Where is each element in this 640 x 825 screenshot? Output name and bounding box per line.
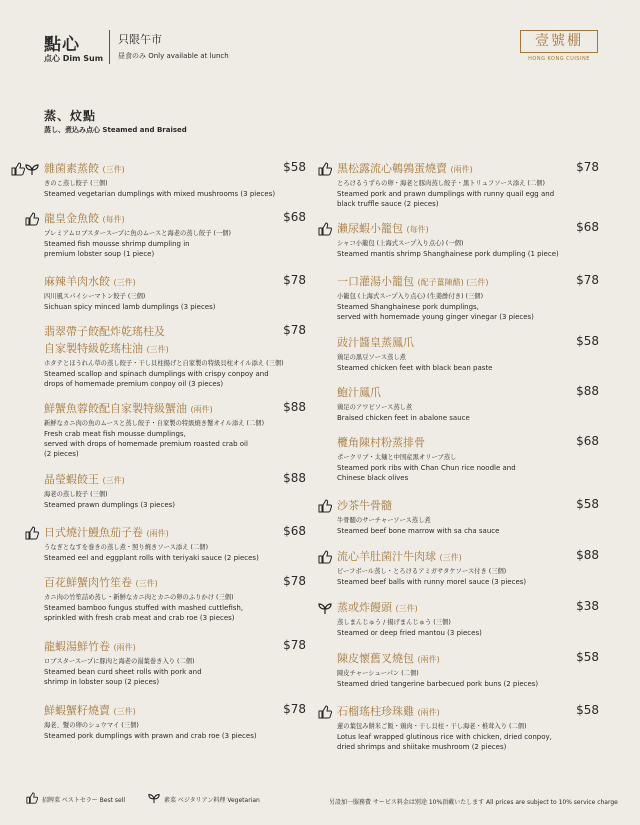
dish-english: Steamed eel and eggplant rolls with teriyaki sauce (2 pieces) <box>44 554 259 562</box>
thumbs-up-icon <box>26 792 38 804</box>
service-charge-note: 另設加一服務費 サービス料金は別途 10%頂戴いたします All prices are subject to 10% service charge <box>329 799 618 806</box>
dish-price: $88 <box>283 471 306 485</box>
dish-name: 瀨尿蝦小籠包 (每件) <box>337 222 429 235</box>
dish-japanese: シャコ小籠包 (上海式スープ入り点心) (一個) <box>337 240 464 247</box>
menu-item <box>337 273 599 322</box>
dish-price: $58 <box>576 703 599 717</box>
dish-name: 黑松露流心鵪鶉蛋燒賣 (兩件) <box>337 162 473 175</box>
dish-name: 雜菌素蒸餃 (三件) <box>44 162 125 175</box>
dish-english: dried shrimps and shiitake mushroom (2 pieces) <box>337 743 507 751</box>
availability-title: 只限午市 <box>118 33 162 46</box>
dish-japanese: ロブスタースープに豚肉と海老の湯葉巻き入り (二個) <box>44 658 195 665</box>
dish-quantity: (每件) <box>406 225 429 234</box>
thumbs-up-icon <box>25 525 39 539</box>
menu-item <box>44 574 306 623</box>
legend-best-sell-label: 招牌菜 ベストセラー Best sell <box>42 797 125 804</box>
dish-english: Steamed mantis shrimp Shanghainese pork dumpling (1 piece) <box>337 250 559 258</box>
dish-name: 鮑汁鳳爪 <box>337 386 381 399</box>
dish-japanese: 牛骨髄のサーチャーソース蒸し煮 <box>337 517 431 524</box>
menu-item <box>337 384 599 423</box>
dish-quantity: (兩件) <box>417 708 440 717</box>
dish-name: 欖角陳村粉蒸排骨 <box>337 436 425 449</box>
logo-subtext: HONG KONG CUISINE <box>528 56 590 62</box>
dish-quantity: (三件) <box>102 476 125 485</box>
dish-english: Steamed scallop and spinach dumplings with crispy conpoy and <box>44 370 269 378</box>
dish-price: $88 <box>283 400 306 414</box>
dish-japanese: ビーフボール蒸し・とろけるアミガサタケソース付き (三個) <box>337 568 507 575</box>
dish-english: Chinese black olives <box>337 474 409 482</box>
dish-english: black truffle sauce (2 pieces) <box>337 200 439 208</box>
thumbs-up-icon <box>318 549 332 563</box>
dish-english: Steamed bamboo fungus stuffed with mashed cuttlefish, <box>44 604 244 612</box>
menu-item <box>44 210 306 259</box>
dish-quantity: (三件) <box>395 604 418 613</box>
header-divider <box>109 30 110 64</box>
dish-price: $78 <box>283 702 306 716</box>
dish-quantity: (配子薑陳醋) (三件) <box>417 278 489 287</box>
dish-price: $68 <box>576 220 599 234</box>
dish-price: $68 <box>283 210 306 224</box>
dish-english: Fresh crab meat fish mousse dumplings, <box>44 430 186 438</box>
menu-item <box>337 650 599 689</box>
dish-english: premium lobster soup (1 piece) <box>44 250 155 258</box>
availability-subtitle: 昼食のみ Only available at lunch <box>118 52 229 60</box>
page-subtitle: 点心 Dim Sum <box>44 54 104 63</box>
menu-item <box>44 702 306 741</box>
dish-quantity: (兩件) <box>146 529 169 538</box>
dish-english: Steamed or deep fried mantou (3 pieces) <box>337 629 482 637</box>
dish-english: drops of homemade premium conpoy oil (3 pieces) <box>44 380 224 388</box>
dish-english: Steamed Shanghainese pork dumplings, <box>337 303 479 311</box>
dish-english: sprinkled with fresh crab meat and crab roe (3 pieces) <box>44 614 235 622</box>
dish-japanese: 海老、蟹の卵のシュウマイ (三個) <box>44 722 139 729</box>
dish-price: $78 <box>283 638 306 652</box>
dish-price: $58 <box>576 650 599 664</box>
leaf-icon <box>318 600 332 614</box>
menu-item <box>337 160 599 209</box>
dish-japanese: とろけるうずらの卵・海老と豚肉蒸し餃子・黒トリュフソース添え (二個) <box>337 180 545 187</box>
menu-item <box>337 599 599 638</box>
thumbs-up-icon <box>318 704 332 718</box>
dish-quantity: (三件) <box>113 278 136 287</box>
dish-english: Steamed dried tangerine barbecued pork buns (2 pieces) <box>337 680 539 688</box>
dish-japanese: 鶏足の黒豆ソース蒸し煮 <box>337 354 406 361</box>
dish-price: $58 <box>576 334 599 348</box>
menu-item <box>44 638 306 687</box>
dish-price: $88 <box>576 384 599 398</box>
section-title: 蒸、炆點 <box>44 109 97 123</box>
dish-english: Steamed pork ribs with Chan Chun rice noodle and <box>337 464 516 472</box>
menu-item <box>337 334 599 373</box>
dish-english: Steamed vegetarian dumplings with mixed mushrooms (3 pieces) <box>44 190 276 198</box>
legend-vegetarian-label: 素菜 ベジタリアン料理 Vegetarian <box>164 797 260 804</box>
dish-quantity: (三件) <box>146 345 169 354</box>
dish-english: Sichuan spicy minced lamb dumplings (3 pieces) <box>44 303 216 311</box>
dish-price: $38 <box>576 599 599 613</box>
dish-name: 蒸或炸饅頭 (三件) <box>337 601 418 614</box>
section-subtitle: 蒸し、煮込み点心 Steamed and Braised <box>44 126 187 134</box>
dish-name: 流心羊肚菌汁牛肉球 (三件) <box>337 550 462 563</box>
dish-price: $78 <box>283 574 306 588</box>
dish-name: 石榴瑤柱珍珠雞 (兩件) <box>337 705 440 718</box>
dish-japanese: ポークリブ・太麺と中国産黒オリーブ蒸し <box>337 454 457 461</box>
thumbs-up-icon <box>25 211 39 225</box>
dish-japanese: ホタテとほうれん草の蒸し餃子・干し貝柱揚げと自家製の特級貝柱オイル添え (三個) <box>44 360 284 367</box>
dish-quantity: (兩件) <box>190 405 213 414</box>
dish-price: $68 <box>283 524 306 538</box>
leaf-icon <box>148 792 160 804</box>
dish-price: $78 <box>576 160 599 174</box>
menu-item <box>337 434 599 483</box>
dish-japanese: 鶏足のアワビソース蒸し煮 <box>337 404 413 411</box>
dish-english: Steamed beef balls with runny morel sauce (3 pieces) <box>337 578 527 586</box>
dish-quantity: (三件) <box>102 165 125 174</box>
dish-japanese: うなぎとなすを巻きの蒸し煮・照り焼きソース添え (二個) <box>44 544 209 551</box>
thumbs-up-icon <box>318 161 332 175</box>
menu-item <box>337 497 599 536</box>
logo-mark: 壹號棚 <box>520 30 598 53</box>
dish-price: $58 <box>576 497 599 511</box>
dish-name: 鮮蟹魚蓉餃配自家製特級蟹油 (兩件) <box>44 402 213 415</box>
dish-english: served with homemade young ginger vinegar (3 pieces) <box>337 313 534 321</box>
menu-item <box>44 160 306 199</box>
dish-name: 龍蝦湯鮮竹卷 (兩件) <box>44 640 136 653</box>
dish-price: $78 <box>283 323 306 337</box>
dish-name: 龍皇金魚餃 (每件) <box>44 212 125 225</box>
dish-english: Steamed chicken feet with black bean paste <box>337 364 493 372</box>
dish-english: shrimp in lobster soup (2 pieces) <box>44 678 160 686</box>
dish-japanese: プレミアムロブスタースープに魚のムースと海老の蒸し餃子 (一個) <box>44 230 232 237</box>
dish-price: $88 <box>576 548 599 562</box>
dish-quantity: (兩件) <box>113 643 136 652</box>
dish-english: Steamed pork and prawn dumplings with runny quail egg and <box>337 190 555 198</box>
dish-english: Steamed prawn dumplings (3 pieces) <box>44 501 175 509</box>
dish-english: Braised chicken feet in abalone sauce <box>337 414 470 422</box>
dish-japanese: 新鮮なカニ肉の魚のムースと蒸し餃子・自家製の特級焼き蟹オイル添え (二個) <box>44 420 265 427</box>
menu-item <box>337 703 599 752</box>
dish-quantity: (三件) <box>113 707 136 716</box>
dish-english: served with drops of homemade premium roasted crab oil <box>44 440 248 448</box>
leaf-icon <box>25 161 39 175</box>
dish-japanese: カニ肉の竹笙詰め蒸し・新鮮なカニ肉とカニの卵のふりかけ (三個) <box>44 594 234 601</box>
dish-japanese: 蒸しまんじゅう / 揚げまんじゅう (三個) <box>337 619 451 626</box>
dish-english: Lotus leaf wrapped glutinous rice with chicken, dried conpoy, <box>337 733 552 741</box>
page-title: 點心 <box>44 35 80 55</box>
dish-price: $78 <box>283 273 306 287</box>
dish-price: $58 <box>283 160 306 174</box>
dish-japanese: 陳皮チャーシューパン (二個) <box>337 670 419 677</box>
dish-name: 陳皮懷舊叉燒包 (兩件) <box>337 652 440 665</box>
dish-name: 日式燒汁鰻魚茄子卷 (兩件) <box>44 526 169 539</box>
dish-japanese: 蓮の葉包み餅米ご飯・鶏肉・干し貝柱・干し海老・椎茸入り (二個) <box>337 723 527 730</box>
dish-english: Steamed beef bone marrow with sa cha sauce <box>337 527 500 535</box>
menu-item <box>44 524 306 563</box>
restaurant-logo <box>520 30 598 62</box>
dish-english: Steamed fish mousse shrimp dumpling in <box>44 240 190 248</box>
dish-name: 豉汁醬皇蒸鳳爪 <box>337 336 414 349</box>
dish-name: 百花鮮蟹肉竹笙卷 (三件) <box>44 576 158 589</box>
menu-item <box>44 400 306 459</box>
dish-english: (2 pieces) <box>44 450 79 458</box>
menu-item <box>44 273 306 312</box>
dish-japanese: 海老の蒸し餃子 (三個) <box>44 491 108 498</box>
dish-quantity: (每件) <box>102 215 125 224</box>
menu-item <box>44 471 306 510</box>
dish-english: Steamed pork dumplings with prawn and crab roe (3 pieces) <box>44 732 257 740</box>
thumbs-up-icon <box>11 161 25 175</box>
dish-japanese: 四川風スパイシーマトン餃子 (三個) <box>44 293 146 300</box>
dish-price: $68 <box>576 434 599 448</box>
dish-price: $78 <box>576 273 599 287</box>
menu-item <box>44 323 306 389</box>
dish-english: Steamed bean curd sheet rolls with pork and <box>44 668 202 676</box>
thumbs-up-icon <box>318 221 332 235</box>
dish-name-line2: 自家製特級乾瑤柱油 (三件) <box>44 342 169 355</box>
menu-item <box>337 548 599 587</box>
dish-name: 晶瑩蝦餃王 (三件) <box>44 473 125 486</box>
dish-name: 沙茶牛骨髓 <box>337 499 392 512</box>
dish-quantity: (兩件) <box>417 655 440 664</box>
thumbs-up-icon <box>318 498 332 512</box>
dish-name: 一口灌湯小籠包 (配子薑陳醋) (三件) <box>337 275 489 288</box>
menu-item <box>337 220 599 259</box>
dish-japanese: 小籠包 (上海式スープ入り点心) (生姜酢付き) (三個) <box>337 293 484 300</box>
dish-name: 麻辣羊肉水餃 (三件) <box>44 275 136 288</box>
dish-quantity: (三件) <box>135 579 158 588</box>
dish-name: 鮮蝦蟹籽燒賣 (三件) <box>44 704 136 717</box>
dish-quantity: (三件) <box>439 553 462 562</box>
dish-quantity: (兩件) <box>450 165 473 174</box>
dish-name: 翡翠帶子餃配炸乾瑤柱及 <box>44 325 165 338</box>
dish-japanese: きのこ蒸し餃子 (三個) <box>44 180 108 187</box>
